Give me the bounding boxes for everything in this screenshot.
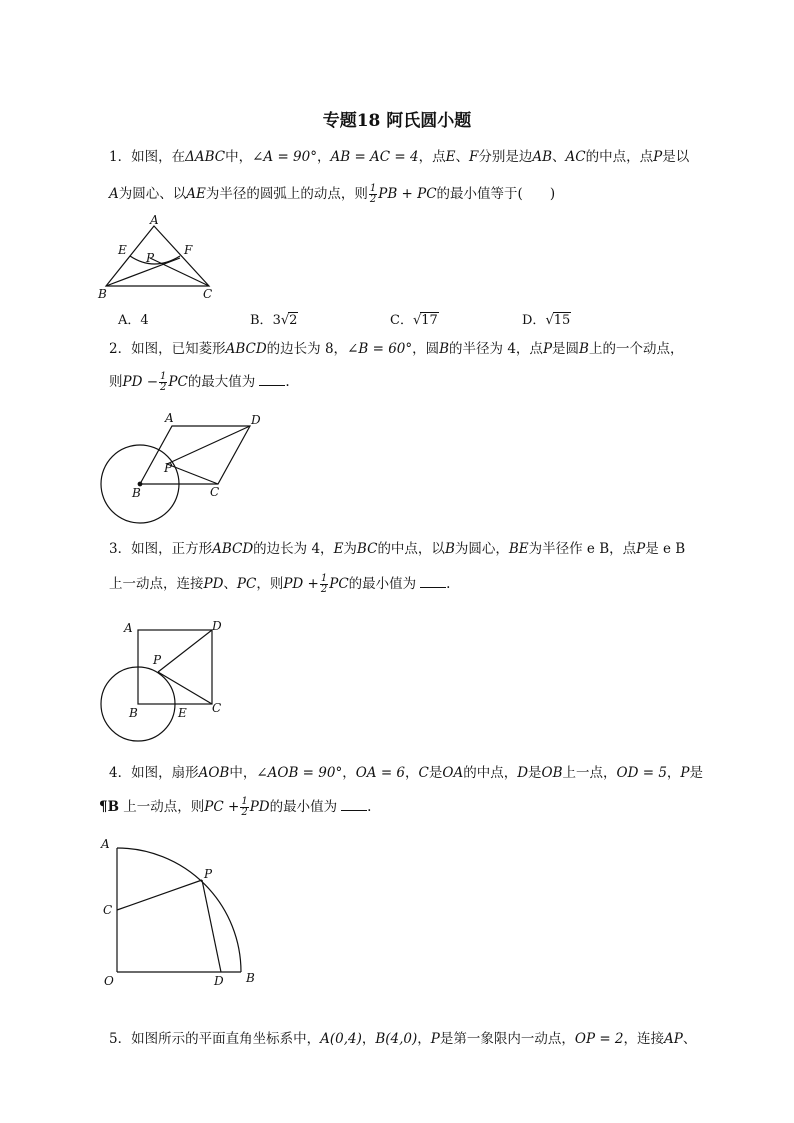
figure-triangle-abc — [92, 212, 232, 302]
problem-2-line-1: 2．如图，已知菱形ABCD的边长为 8，∠B = 60°，圆B的半径为 4，点P是圆B上的一个动点， — [109, 341, 684, 357]
figure-sector — [96, 836, 266, 988]
answer-blank — [341, 810, 367, 811]
option-a: A．4 — [118, 313, 149, 328]
label-p: P — [153, 653, 162, 667]
figure-rhombus — [95, 408, 270, 530]
label-p: P — [146, 251, 155, 265]
label-d: D — [251, 413, 261, 427]
label-b: B — [246, 971, 255, 985]
problem-1-line-2: A为圆心、以AE为半径的圆弧上的动点，则 $\frac{1}{2}$ PB + PC的最小值等于( ) — [109, 183, 556, 205]
label-d: D — [214, 974, 224, 988]
problem-4-line-1: 4．如图，扇形AOB中，∠AOB = 90°，OA = 6，C是OA的中点，D是OB上一点，OD = 5，P是 — [109, 765, 703, 781]
problem-5-line-1: 5．如图所示的平面直角坐标系中，A(0,4)，B(4,0)，P是第一象限内一动点，OP = 2，连接AP、 — [109, 1031, 697, 1047]
segment-pd — [158, 630, 212, 672]
label-b: B — [98, 287, 107, 301]
label-c: C — [212, 701, 222, 715]
label-c: C — [210, 485, 220, 499]
figure-square — [96, 614, 236, 744]
label-a: A — [101, 837, 110, 851]
segment-pc — [150, 258, 209, 286]
label-a: A — [150, 213, 159, 227]
problem-3-line-2: 上一动点，连接PD、PC，则PD + $\frac{1}{2}$ PC的最小值为 . — [109, 573, 451, 595]
square-abcd — [138, 630, 212, 704]
answer-blank — [259, 385, 285, 386]
label-d: D — [212, 619, 222, 633]
label-e: E — [118, 243, 127, 257]
segment-pc — [158, 672, 212, 704]
arc-ab — [117, 848, 241, 972]
problem-2-line-2: 则PD − $\frac{1}{2}$ PC的最大值为 . — [109, 371, 290, 393]
label-b: B — [132, 486, 141, 500]
answer-blank — [420, 587, 446, 588]
label-b: B — [129, 706, 138, 720]
page-title: 专题18 阿氏圆小题 — [322, 111, 472, 131]
segment-pd — [167, 426, 250, 464]
problem-4-line-2: ¶B 上一动点，则PC + $\frac{1}{2}$ PD的最小值为 . — [99, 796, 372, 818]
label-a: A — [165, 411, 174, 425]
fraction-half: $\frac{1}{2}$ — [369, 183, 377, 205]
option-b: B．3√2 — [250, 313, 298, 328]
label-a: A — [124, 621, 133, 635]
segment-pc — [117, 880, 202, 910]
segment-pc — [167, 464, 218, 484]
problem-1-line-1: 1．如图，在ΔABC中，∠A = 90°，AB = AC = 4，点E、F分别是边AB、AC的中点，点P是以 — [109, 149, 690, 165]
segment-pd — [202, 880, 221, 972]
label-p: P — [204, 867, 213, 881]
label-c: C — [103, 903, 113, 917]
label-p: P — [164, 461, 173, 475]
option-c: C．√17 — [390, 313, 438, 328]
label-f: F — [184, 243, 193, 257]
problem-3-line-1: 3．如图，正方形ABCD的边长为 4，E为BC的中点，以B为圆心，BE为半径作 e B，点P是 e B — [109, 541, 686, 557]
label-c: C — [203, 287, 213, 301]
label-e: E — [178, 706, 187, 720]
option-d: D．√15 — [522, 313, 571, 328]
label-o: O — [104, 974, 114, 988]
